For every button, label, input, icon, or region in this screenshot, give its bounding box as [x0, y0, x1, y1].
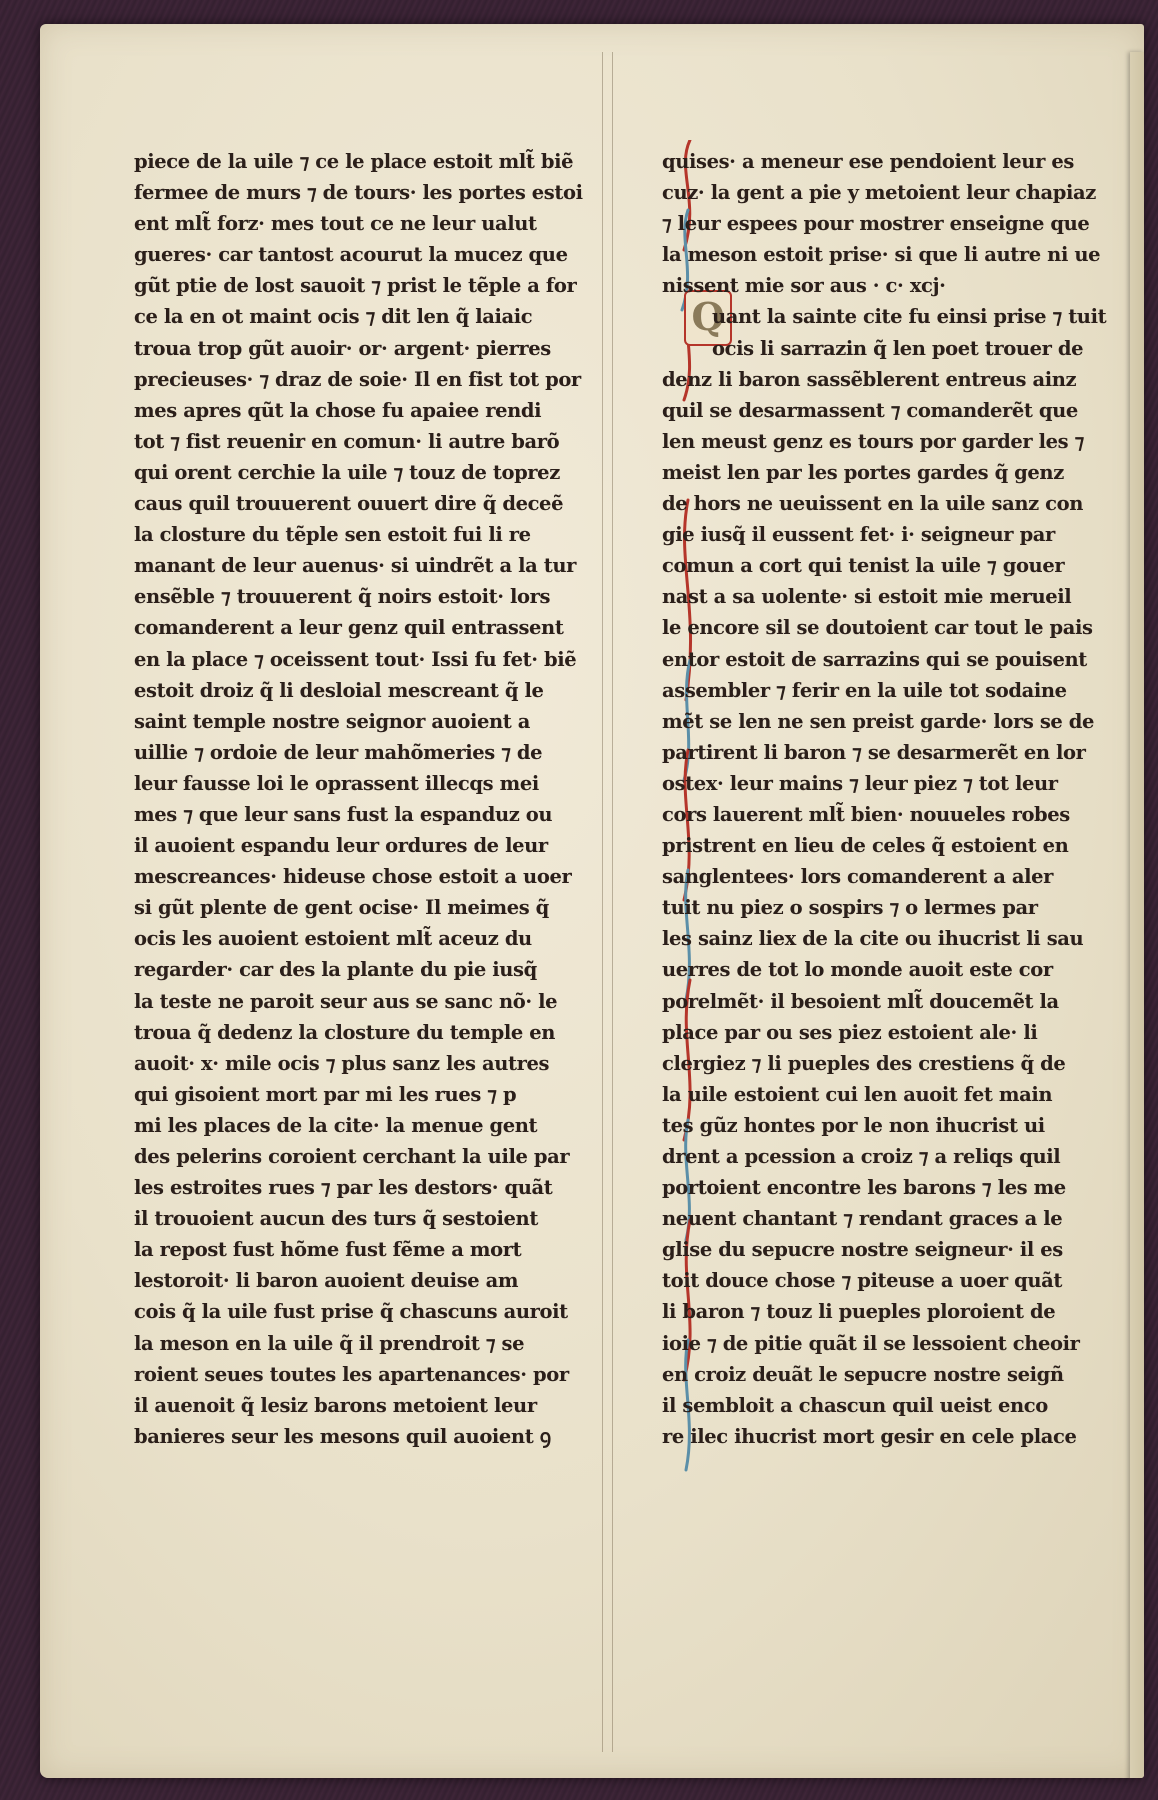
text-line: assembler ⁊ ferir en la uile tot sodaine — [662, 678, 1067, 702]
text-line: il auoient espandu leur ordures de leur — [134, 834, 548, 858]
text-line: la teste ne paroit seur aus se sanc nõ· le — [134, 989, 558, 1013]
text-line: des pelerins coroient cerchant la uile par — [134, 1145, 570, 1168]
text-line: il trouoient aucun des turs q̃ sestoient — [134, 1207, 538, 1231]
text-line: gie iusq̃ il eussent fet· i· seigneur par — [662, 523, 1055, 547]
text-line: roient seues toutes les apartenances· por — [134, 1362, 569, 1386]
text-line: le encore sil se doutoient car tout le pais — [662, 616, 1093, 640]
text-line: ensẽble ⁊ trouuerent q̃ noirs estoit· lors — [134, 585, 551, 609]
text-line: denz li baron sassẽblerent entreus ainz — [662, 367, 1077, 391]
text-line: comanderent a leur genz quil entrassent — [134, 616, 564, 640]
text-line: en croiz deuãt le sepucre nostre seigñ — [662, 1362, 1064, 1386]
text-line: precieuses· ⁊ draz de soie· Il en fist tot por — [134, 367, 581, 391]
text-line: caus quil trouuerent ouuert dire q̃ deceẽ — [134, 492, 564, 516]
text-line: troua q̃ dedenz la closture du temple en — [134, 1020, 556, 1044]
text-line: porelmẽt· il besoient mlt̃ doucemẽt la — [662, 989, 1059, 1013]
illuminated-initial: Q — [684, 290, 732, 346]
text-line: quil se desarmassent ⁊ comanderẽt que — [662, 398, 1078, 422]
text-line: ocis les auoient estoient mlt̃ aceuz du — [134, 927, 532, 951]
text-line: tot ⁊ fist reuenir en comun· li autre barõ — [134, 429, 560, 453]
text-column-left — [134, 146, 624, 1452]
text-line: uant la sainte cite fu einsi prise ⁊ tuit — [712, 305, 1107, 329]
text-line: ioie ⁊ de pitie quãt il se lessoient cheoir — [662, 1331, 1080, 1355]
text-line: piece de la uile ⁊ ce le place estoit mlt̃ biẽ — [134, 150, 574, 173]
text-line: banieres seur les mesons quil auoient ꝯ — [134, 1424, 551, 1448]
text-line: la uile estoient cui len auoit fet main — [662, 1082, 1053, 1106]
text-line: mes ⁊ que leur sans fust la espanduz ou — [134, 802, 553, 826]
text-line: partirent li baron ⁊ se desarmerẽt en lor — [662, 740, 1086, 764]
text-line: les sainz liex de la cite ou ihucrist li sau — [662, 927, 1084, 951]
text-line: nast a sa uolente· si estoit mie merueil — [662, 585, 1072, 609]
text-line: clergiez ⁊ li pueples des crestiens q̃ de — [662, 1051, 1066, 1075]
text-line: mi les places de la cite· la menue gent — [134, 1113, 538, 1137]
text-line: manant de leur auenus· si uindrẽt a la tur — [134, 554, 577, 578]
text-line: drent a pcession a croiz ⁊ a reliqs quil — [662, 1145, 1061, 1168]
text-line: auoit· x· mile ocis ⁊ plus sanz les autres — [134, 1051, 550, 1075]
text-line: fermee de murs ⁊ de tours· les portes estoi — [134, 181, 583, 205]
text-line: ce la en ot maint ocis ⁊ dit len q̃ laiaic — [134, 305, 533, 329]
text-line: tes gũz hontes por le non ihucrist ui — [662, 1113, 1045, 1137]
text-line: place par ou ses piez estoient ale· li — [662, 1020, 1038, 1044]
text-line: en la place ⁊ oceissent tout· Issi fu fet· biẽ — [134, 647, 577, 671]
text-line: ent mlt̃ forz· mes tout ce ne leur ualut — [134, 212, 537, 236]
text-line: troua trop gũt auoir· or· argent· pierres — [134, 336, 551, 360]
text-line: les estroites rues ⁊ par les destors· quãt — [134, 1176, 553, 1200]
text-line: il sembloit a chascun quil ueist enco — [662, 1393, 1048, 1417]
text-line: mescreances· hideuse chose estoit a uoer — [134, 865, 572, 889]
text-line: toit douce chose ⁊ piteuse a uoer quãt — [662, 1269, 1062, 1293]
text-line: la closture du tẽple sen estoit fui li re — [134, 523, 531, 547]
text-line: leur fausse loi le oprassent illecqs mei — [134, 771, 539, 795]
text-line: portoient encontre les barons ⁊ les me — [662, 1176, 1066, 1200]
text-line: meist len par les portes gardes q̃ genz — [662, 460, 1064, 484]
text-line: ostex· leur mains ⁊ leur piez ⁊ tot leur — [662, 771, 1058, 795]
text-line: uillie ⁊ ordoie de leur mahõmeries ⁊ de — [134, 740, 543, 764]
text-line: cors lauerent mlt̃ bien· nouueles robes — [662, 802, 1070, 826]
text-line: pristrent en lieu de celes q̃ estoient en — [662, 834, 1069, 858]
text-line: qui orent cerchie la uile ⁊ touz de toprez — [134, 460, 560, 484]
text-column-right — [662, 146, 1112, 1452]
text-line: tuit nu piez o sospirs ⁊ o lermes par — [662, 896, 1038, 920]
text-line: saint temple nostre seignor auoient a — [134, 709, 531, 733]
text-line: cuz· la gent a pie y metoient leur chapiaz — [662, 181, 1096, 205]
text-line: cois q̃ la uile fust prise q̃ chascuns auroit — [134, 1300, 568, 1324]
text-line: comun a cort qui tenist la uile ⁊ gouer — [662, 554, 1065, 578]
text-line: entor estoit de sarrazins qui se pouisent — [662, 647, 1087, 671]
text-line: lestoroit· li baron auoient deuise am — [134, 1269, 519, 1293]
text-line: uerres de tot lo monde auoit este cor — [662, 958, 1053, 982]
text-line: qui gisoient mort par mi les rues ⁊ p — [134, 1082, 517, 1106]
text-line: mẽt se len ne sen preist garde· lors se de — [662, 709, 1095, 733]
text-line: ⁊ leur espees pour mostrer enseigne que — [662, 212, 1090, 236]
next-leaf-edge — [1130, 52, 1144, 1778]
text-line: nissent mie sor aus · c· xcj· — [662, 274, 946, 298]
text-line: mes apres qũt la chose fu apaiee rendi — [134, 398, 542, 422]
text-line: estoit droiz q̃ li desloial mescreant q̃ le — [134, 678, 544, 702]
text-line: gueres· car tantost acourut la mucez que — [134, 243, 568, 267]
text-line: de hors ne ueuissent en la uile sanz con — [662, 492, 1084, 516]
text-line: il auenoit q̃ lesiz barons metoient leur — [134, 1393, 537, 1417]
text-line: len meust genz es tours por garder les ⁊ — [662, 429, 1084, 453]
text-line: la meson en la uile q̃ il prendroit ⁊ se — [134, 1331, 525, 1355]
text-line: li baron ⁊ touz li pueples ploroient de — [662, 1300, 1056, 1324]
text-line: quises· a meneur ese pendoient leur es — [662, 150, 1074, 173]
text-line: si gũt plente de gent ocise· Il meimes q̃ — [134, 896, 549, 920]
text-line: regarder· car des la plante du pie iusq̃ — [134, 958, 537, 982]
text-line: neuent chantant ⁊ rendant graces a le — [662, 1207, 1063, 1231]
text-line: gũt ptie de lost sauoit ⁊ prist le tẽple a for — [134, 274, 577, 298]
text-line: la repost fust hõme fust fẽme a mort — [134, 1238, 522, 1262]
text-line: re ilec ihucrist mort gesir en cele place — [662, 1424, 1077, 1448]
text-line: glise du sepucre nostre seigneur· il es — [662, 1238, 1063, 1262]
text-line: ocis li sarrazin q̃ len poet trouer de — [712, 336, 1084, 360]
text-line: sanglentees· lors comanderent a aler — [662, 865, 1054, 889]
text-line: la meson estoit prise· si que li autre ni ue — [662, 243, 1101, 267]
